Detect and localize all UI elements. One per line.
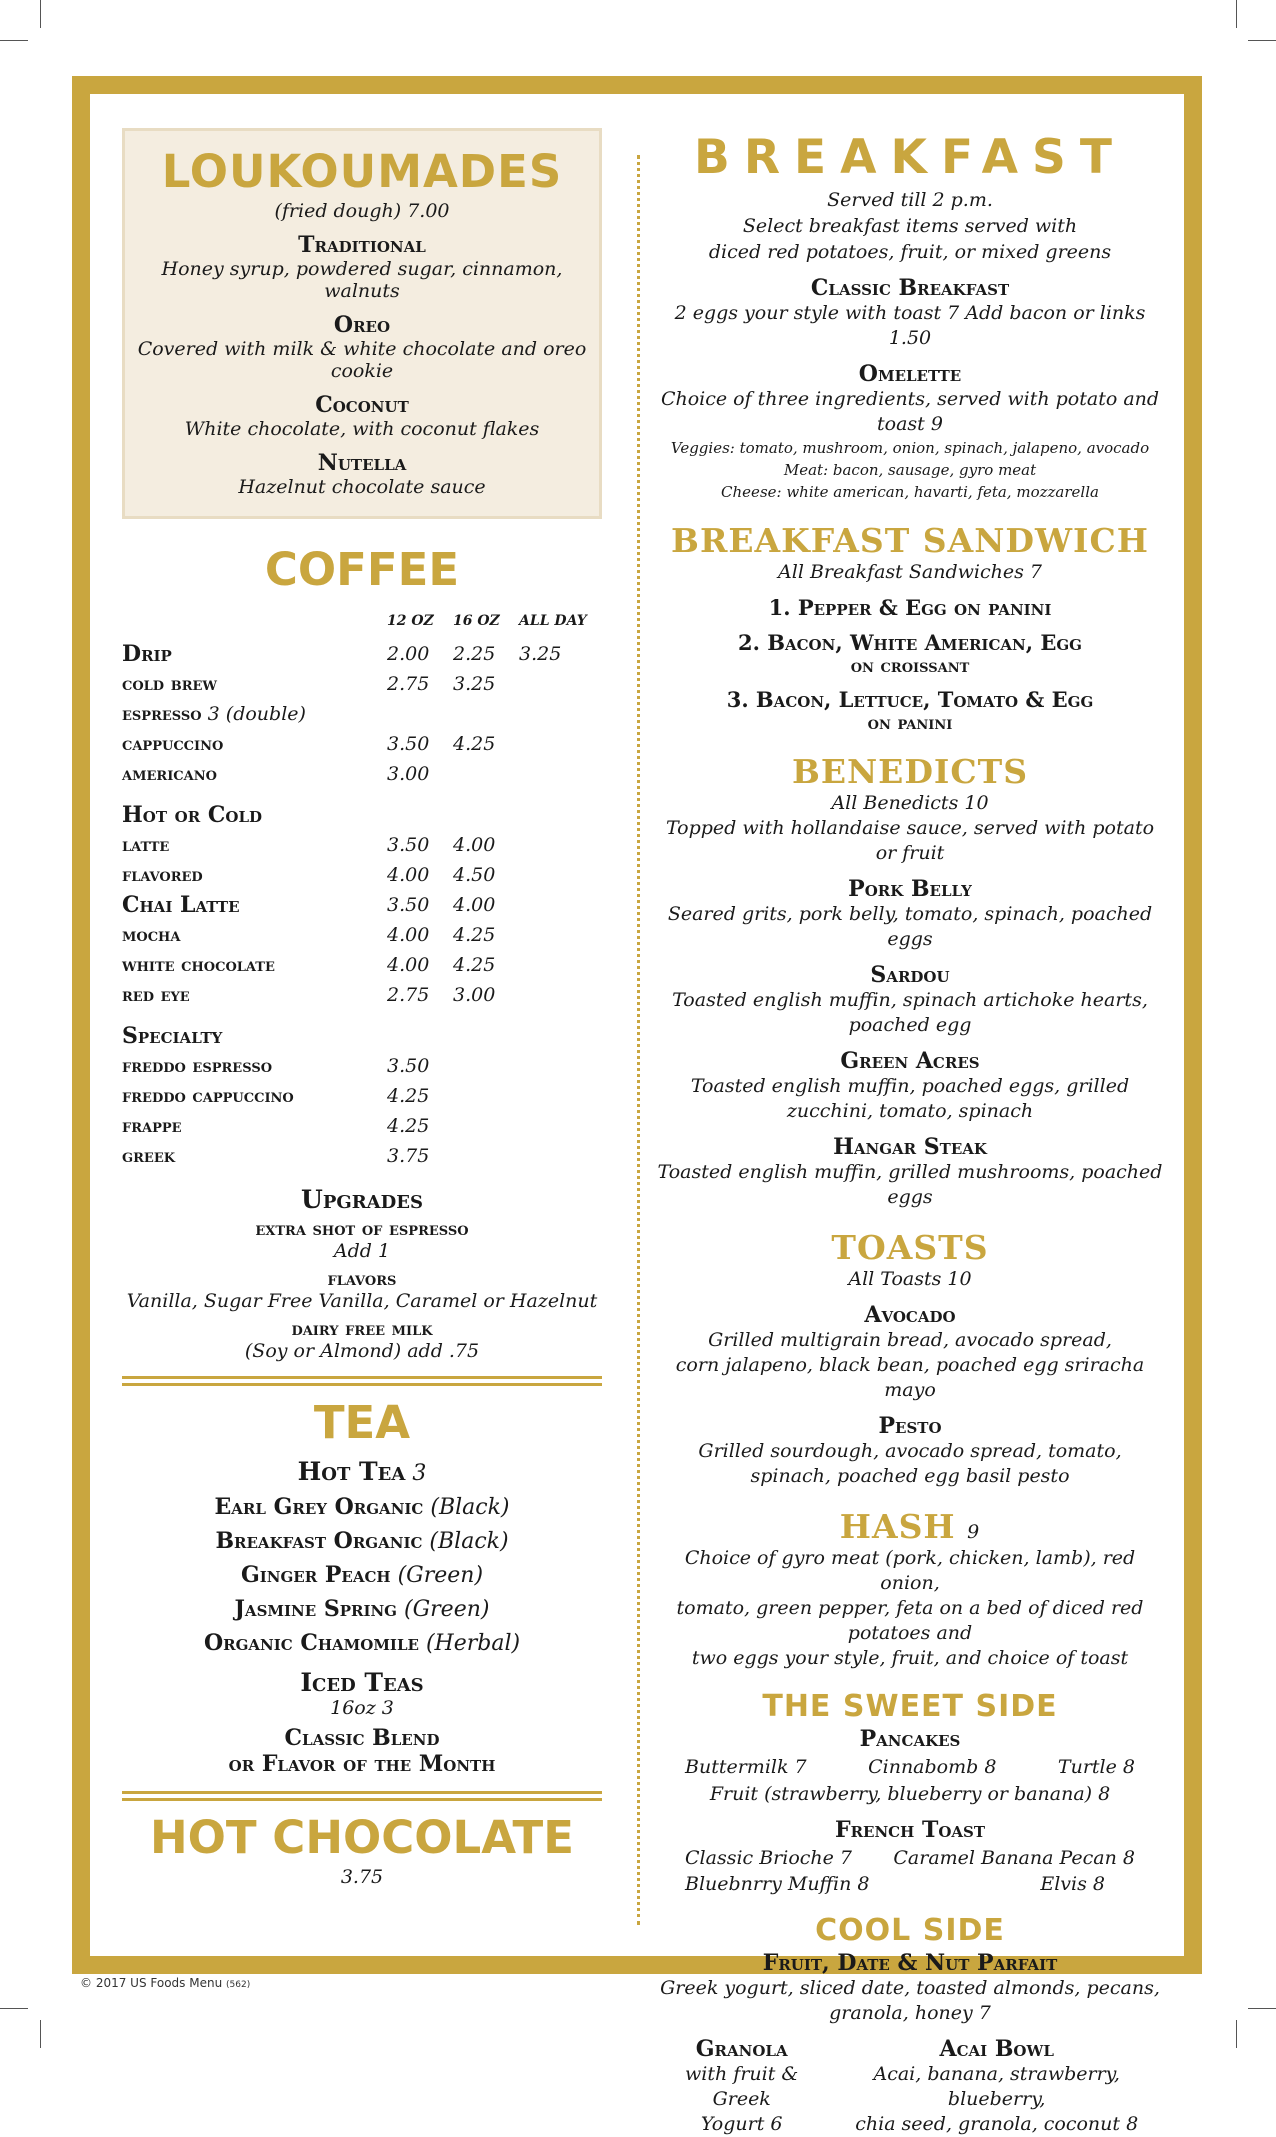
hash-heading: HASH 9 [839, 1507, 981, 1546]
gold-rule [122, 1791, 602, 1801]
right-column: BREAKFAST Served till 2 p.m. Select breakfast items served with diced red potatoes, fruit, or mixed greens Classic Breakfast 2 eggs your style with toast 7 Add bacon or links 1.50 Omelette Choice of three ingredients, served with potato and toast 9 Veggies: tomato, mushroom, onion, spinach, jalapeno, avocado Meat: bacon, sausage, gyro meat Cheese: white american, havarti, feta, mozzarella BREAKFAST SANDWICH All Breakfast Sandwiches 7 1. Pepper & Egg on panini 2. Bacon, White American, Egg on croissant 3. Bacon, Lettuce, Tomato & Egg on panini BENEDICTS All Benedicts 10 Topped with hollandaise sauce, served with potato or fruit Pork Belly Seared grits, pork belly, tomato, spinach, poached eggs Sardou Toasted english muffin, spinach artichoke hearts, poached egg Green Acres Toasted english muffin, poached eggs, grilled zucchini, tomato, spinach Hangar Steak Toasted english muffin, grilled mushrooms, poached eggs TOASTS All Toasts 10 Avocado Grilled multigrain bread, avocado spread, corn jalapeno, black bean, poached egg sriracha mayo Pesto Grilled sourdough, avocado spread, tomato, spinach, poached egg basil pesto HASH 9 Choice of gyro meat (pork, chicken, lamb), red onion, tomato, green pepper, feta on a bed of diced red potatoes and two eggs your style, fruit, and choice of toast THE SWEET SIDE Pancakes Buttermilk 7 Cinnabomb 8 Turtle 8 Fruit (strawberry, blueberry or banana) 8 French Toast Classic Brioche 7 Caramel Banana Pecan 8 Bluebnrry Muffin 8 Elvis 8 COOL SIDE Fruit, Date & Nut Parfait Greek yogurt, sliced date, toasted almonds, pecans, granola, honey 7 Granola with fruit & Greek Yogurt 6 Acai Bowl Acai, banana, strawberry, blueberry, chia seed, granola, coconut 8 [655, 130, 1165, 2137]
item-name: Sardou [870, 962, 950, 988]
crop-mark [1248, 2008, 1276, 2009]
loukoumades-box [122, 128, 602, 519]
tea-item: Breakfast Organic (Black) [215, 1528, 509, 1554]
coffee-row: flavored 4.00 4.50 [122, 864, 496, 886]
coffee-row: cappuccino 3.50 4.25 [122, 733, 496, 755]
crop-mark [40, 2020, 41, 2048]
item-name: French Toast [834, 1817, 986, 1843]
hot-chocolate-price: 3.75 [340, 1866, 384, 1888]
loukoumades-title: LOUKOUMADES [161, 145, 563, 198]
coffee-row: freddo cappuccino 4.25 [122, 1085, 430, 1107]
item-desc: Covered with milk & white chocolate and oreo cookie [137, 338, 587, 382]
crop-mark [40, 0, 41, 28]
toasts-title: TOASTS [831, 1228, 989, 1267]
crop-mark [0, 40, 28, 41]
hot-chocolate-title: HOT CHOCOLATE [150, 1811, 574, 1864]
benedicts-title: BENEDICTS [791, 752, 1029, 791]
item-name: Avocado [864, 1302, 956, 1328]
crop-mark [1236, 0, 1237, 28]
coffee-row: espresso 3 (double) [122, 703, 306, 725]
pancake-options: Buttermilk 7 Cinnabomb 8 Turtle 8 [685, 1756, 1135, 1778]
item-name: Hangar Steak [833, 1134, 987, 1160]
item-name: Traditional [298, 232, 426, 258]
col-header: 12 OZ [387, 613, 434, 629]
tea-item: Earl Grey Organic (Black) [214, 1494, 510, 1520]
upgrades-title: Upgrades [301, 1185, 423, 1214]
coffee-title: COFFEE [264, 543, 460, 596]
coffee-row: latte 3.50 4.00 [122, 834, 496, 856]
coffee-row: Chai Latte 3.50 4.00 [122, 892, 496, 918]
cool-side-pair: Granola with fruit & Greek Yogurt 6 Acai Bowl Acai, banana, strawberry, blueberry, chia seed, granola, coconut 8 [685, 2036, 1139, 2135]
left-column: LOUKOUMADES (fried dough) 7.00 Traditional Honey syrup, powdered sugar, cinnamon, walnuts Oreo Covered with milk & white chocolate and oreo cookie Coconut White chocolate, with coconut flakes Nutella Hazelnut chocolate sauce COFFEE 12 OZ 16 OZ ALL DAY Drip 2.00 2.25 3.25 cold brew 2.75 3.25 espresso 3 (double) cappuccino 3.50 4.25 americano 3.00 Hot or Cold latte 3.50 4.00 flavored 4.00 4.50 Chai Latte 3.50 4.00 mocha 4.00 4.25 white chocolate 4.00 4.25 red eye 2.75 3.00 Specialty freddo espresso 3.50 freddo cappuccino 4.25 frappe 4.25 greek 3.75 Upgrades extra shot of espresso Add 1 flavors Vanilla, Sugar Free Vanilla, Caramel or Hazelnut dairy free milk (Soy or Almond) add .75 TEA Hot Tea 3 Earl Grey Organic (Black) Breakfast Organic (Black) Ginger Peach (Green) Jasmine Spring (Green) Organic Chamomile (Herbal) Iced Teas 16oz 3 Classic Blend or Flavor of the Month HOT CHOCOLATE 3.75 [122, 128, 602, 1888]
coffee-row: white chocolate 4.00 4.25 [122, 954, 496, 976]
item-name: Coconut [315, 392, 409, 418]
crop-mark [1236, 2020, 1237, 2048]
coffee-row: mocha 4.00 4.25 [122, 924, 496, 946]
section-heading: Hot or Cold [122, 802, 262, 828]
coffee-row: cold brew 2.75 3.25 [122, 673, 496, 695]
item-desc: Hazelnut chocolate sauce [238, 476, 486, 498]
item-name: Pancakes [859, 1726, 961, 1752]
copyright-footer: © 2017 US Foods Menu (562) [80, 1976, 251, 1990]
item-desc: White chocolate, with coconut flakes [184, 418, 540, 440]
tea-item: Organic Chamomile (Herbal) [203, 1630, 521, 1656]
coffee-row: greek 3.75 [122, 1145, 430, 1167]
section-heading: Specialty [122, 1023, 223, 1049]
sweet-side-title: THE SWEET SIDE [762, 1689, 1058, 1724]
coffee-row: americano 3.00 [122, 763, 430, 785]
crop-mark [1248, 40, 1276, 41]
coffee-row: freddo espresso 3.50 [122, 1055, 430, 1077]
loukoumades-subtitle: (fried dough) 7.00 [274, 200, 450, 222]
item-name: Pesto [878, 1413, 942, 1439]
coffee-table [122, 606, 602, 1171]
tea-item: Ginger Peach (Green) [240, 1562, 484, 1588]
french-toast-options: Bluebnrry Muffin 8 Elvis 8 [685, 1873, 1105, 1895]
item-desc: Honey syrup, powdered sugar, cinnamon, walnuts [161, 258, 563, 302]
item-name: Nutella [317, 450, 407, 476]
item-name: Fruit, Date & Nut Parfait [762, 1950, 1058, 1976]
iced-teas-title: Iced Teas [300, 1668, 424, 1697]
breakfast-title: BREAKFAST [694, 130, 1126, 185]
tea-item: Jasmine Spring (Green) [234, 1596, 490, 1622]
crop-mark [0, 2008, 28, 2009]
gold-rule [122, 1376, 602, 1386]
tea-title: TEA [313, 1396, 411, 1449]
item-name: Pork Belly [848, 876, 972, 902]
upgrades-section: Upgrades extra shot of espresso Add 1 flavors Vanilla, Sugar Free Vanilla, Caramel or Hazelnut dairy free milk (Soy or Almond) add .75 [122, 1185, 602, 1362]
column-divider [637, 155, 640, 1925]
cool-side-title: COOL SIDE [815, 1913, 1005, 1948]
item-name: Green Acres [840, 1048, 980, 1074]
coffee-row: frappe 4.25 [122, 1115, 430, 1137]
coffee-row: red eye 2.75 3.00 [122, 984, 496, 1006]
sandwich-title: BREAKFAST SANDWICH [671, 521, 1149, 560]
item-name: Omelette [858, 361, 962, 387]
french-toast-options: Classic Brioche 7 Caramel Banana Pecan 8 [685, 1847, 1135, 1869]
col-header: 16 OZ [453, 613, 500, 629]
item-name: Classic Breakfast [810, 275, 1010, 301]
item-name: Oreo [333, 312, 391, 338]
col-header: ALL DAY [519, 613, 587, 629]
coffee-row: Drip 2.00 2.25 3.25 [122, 641, 562, 667]
